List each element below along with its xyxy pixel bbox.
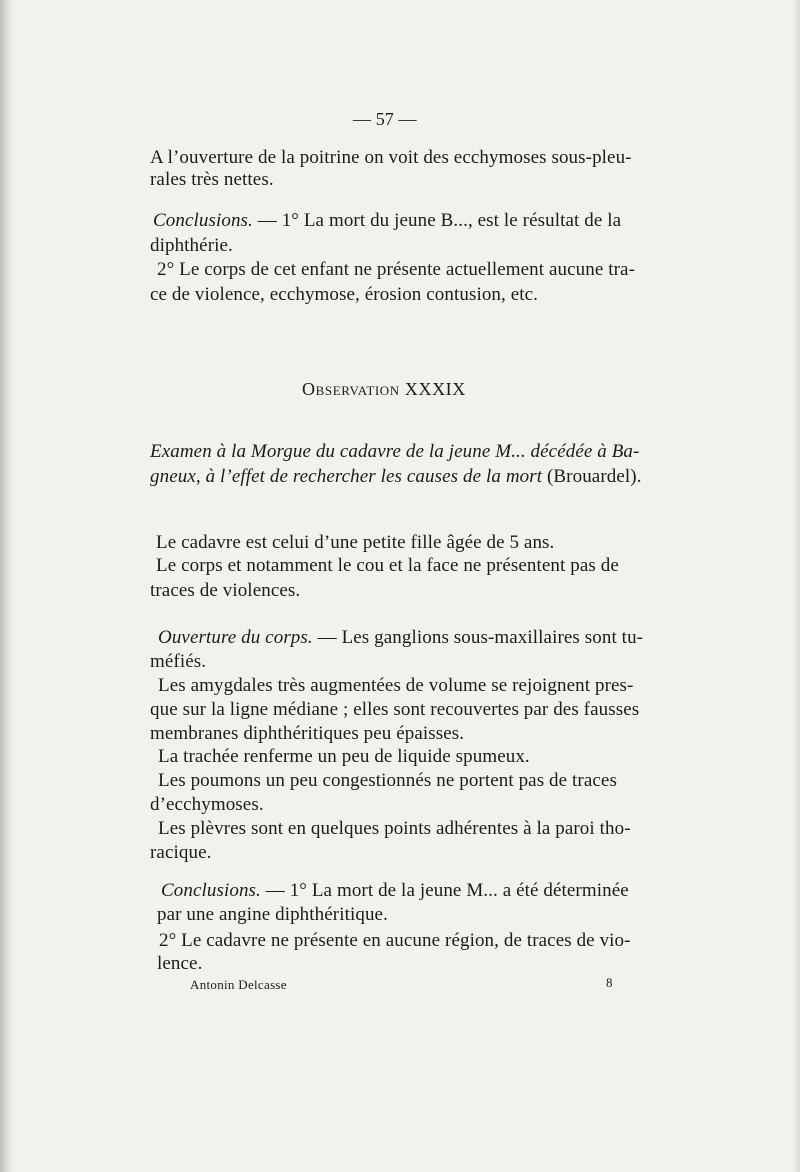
paragraph-line: ce de violence, ecchymose, érosion contusion, etc. — [150, 284, 539, 305]
page-number: — 57 — — [353, 109, 417, 129]
conclusions-text: — 1° La mort de la jeune M... a été déterminée — [260, 880, 629, 901]
paragraph-line: par une angine diphthéritique. — [157, 904, 388, 925]
ouverture-label: Ouverture du corps. — [158, 627, 313, 648]
paragraph-line: méfiés. — [150, 651, 207, 672]
paragraph-line: Les plèvres sont en quelques points adhérentes à la paroi tho- — [158, 818, 631, 839]
conclusions-line — [161, 879, 629, 903]
conclusions-line — [153, 209, 621, 233]
footer-author: Antonin Delcasse — [190, 977, 287, 992]
conclusions-label: Conclusions. — [153, 210, 253, 231]
exam-title-line: Examen à la Morgue du cadavre de la jeune M... décédée à Ba- — [150, 441, 640, 462]
exam-title-italic: gneux, à l’effet de rechercher les causes de la mort — [150, 466, 543, 487]
paragraph-line: Le corps et notamment le cou et la face ne présentent pas de — [156, 555, 619, 576]
conclusions-text: — 1° La mort du jeune B..., est le résultat de la — [252, 210, 622, 231]
paragraph-line: A l’ouverture de la poitrine on voit des ecchymoses sous-pleu- — [150, 147, 632, 168]
paragraph-line: Le cadavre est celui d’une petite fille âgée de 5 ans. — [156, 532, 555, 553]
page-right-edge — [792, 0, 800, 1172]
paragraph-line: 2° Le cadavre ne présente en aucune région, de traces de vio- — [159, 930, 631, 951]
paragraph-line: lence. — [157, 953, 203, 974]
paragraph-line: que sur la ligne médiane ; elles sont recouvertes par des fausses — [150, 699, 640, 720]
paragraph-line: rales très nettes. — [150, 169, 274, 190]
paragraph-line: traces de violences. — [150, 580, 301, 601]
exam-title-author: (Brouardel). — [542, 466, 642, 487]
paragraph-line: La trachée renferme un peu de liquide spumeux. — [158, 746, 530, 767]
footer-signature: 8 — [606, 975, 613, 990]
observation-heading: Observation XXXIX — [302, 379, 466, 399]
exam-title-line — [150, 465, 642, 489]
paragraph-line: diphthérie. — [150, 235, 233, 256]
paragraph-line: racique. — [150, 842, 212, 863]
paragraph-line: 2° Le corps de cet enfant ne présente actuellement aucune tra- — [157, 259, 635, 280]
page-edge-shadow — [0, 0, 14, 1172]
paragraph-line: d’ecchymoses. — [150, 794, 264, 815]
paragraph-line: Les amygdales très augmentées de volume se rejoignent pres- — [158, 675, 634, 696]
ouverture-line — [158, 626, 643, 650]
paragraph-line: membranes diphthéritiques peu épaisses. — [150, 723, 465, 744]
ouverture-text: — Les ganglions sous-maxillaires sont tu- — [312, 627, 644, 648]
paragraph-line: Les poumons un peu congestionnés ne portent pas de traces — [158, 770, 617, 791]
conclusions-label: Conclusions. — [161, 880, 261, 901]
